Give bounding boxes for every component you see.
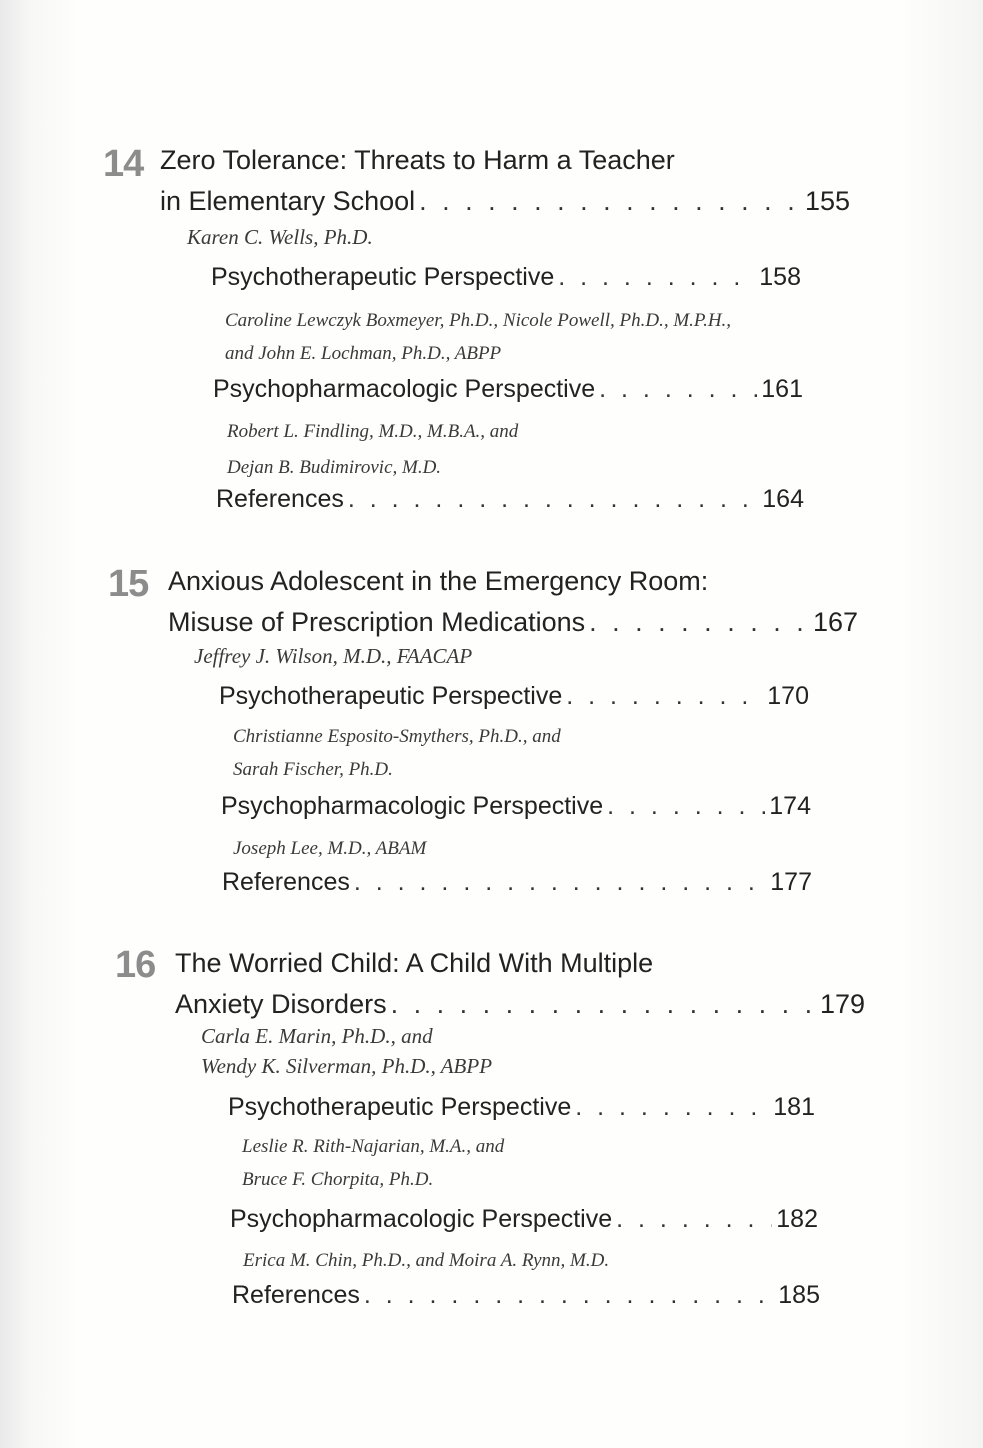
references-entry[interactable] — [232, 1281, 820, 1310]
entry-label: References — [216, 485, 344, 513]
author-line: Caroline Lewczyk Boxmeyer, Ph.D., Nicole Powell, Ph.D., M.P.H., — [225, 310, 732, 331]
leader-dots — [566, 682, 763, 711]
chapter-title[interactable] — [175, 943, 865, 1025]
references-entry[interactable] — [222, 868, 812, 897]
page-number: 158 — [759, 263, 801, 291]
author-line: Joseph Lee, M.D., ABAM — [233, 838, 427, 859]
entry-authors — [243, 1244, 609, 1277]
chapter-title-line2 — [160, 181, 850, 222]
author-line: Sarah Fischer, Ph.D. — [233, 759, 393, 780]
psychopharmacologic-entry[interactable] — [221, 792, 811, 821]
psychopharmacologic-entry[interactable] — [213, 375, 803, 404]
chapter-title-line2-text: Misuse of Prescription Medications — [168, 607, 586, 637]
entry-label: Psychopharmacologic Perspective — [213, 375, 596, 403]
chapter-number: 14 — [103, 143, 144, 185]
leader-dots — [599, 375, 757, 404]
entry-label: Psychopharmacologic Perspective — [230, 1205, 613, 1233]
page-number: 177 — [770, 868, 812, 896]
page-number: 170 — [767, 682, 809, 710]
page-number: 164 — [762, 485, 804, 513]
page-number: 182 — [776, 1205, 818, 1233]
entry-label: Psychotherapeutic Perspective — [211, 263, 555, 291]
page-number: 181 — [773, 1093, 815, 1121]
leader-dots — [589, 602, 809, 643]
leader-dots — [348, 485, 758, 514]
chapter-number: 15 — [108, 563, 149, 605]
chapter-number: 16 — [115, 944, 156, 986]
author-line: and John E. Lochman, Ph.D., ABPP — [225, 343, 502, 364]
page-number: 155 — [804, 186, 850, 216]
author-line: Carla E. Marin, Ph.D., and — [201, 1024, 433, 1048]
page-number: 179 — [819, 989, 865, 1019]
leader-dots — [575, 1093, 769, 1122]
psychotherapeutic-entry[interactable] — [211, 263, 801, 292]
entry-authors — [225, 304, 731, 370]
leader-dots — [354, 868, 766, 897]
chapter-author — [187, 222, 373, 252]
chapter-title[interactable] — [160, 140, 850, 222]
entry-label: References — [222, 868, 350, 896]
author-line: Christianne Esposito-Smythers, Ph.D., and — [233, 726, 561, 747]
psychopharmacologic-entry[interactable] — [230, 1205, 818, 1234]
chapter-title[interactable] — [168, 561, 858, 643]
author-line: Karen C. Wells, Ph.D. — [187, 225, 373, 249]
entry-authors — [242, 1130, 504, 1196]
references-entry[interactable] — [216, 485, 804, 514]
chapter-title-line1: The Worried Child: A Child With Multiple — [175, 948, 654, 978]
entry-authors — [233, 720, 561, 786]
leader-dots — [364, 1281, 774, 1310]
page-number: 161 — [761, 375, 803, 403]
entry-authors — [233, 832, 426, 865]
chapter-title-line2-text: Anxiety Disorders — [175, 989, 387, 1019]
author-line: Bruce F. Chorpita, Ph.D. — [242, 1169, 434, 1190]
leader-dots — [616, 1205, 772, 1234]
author-line: Robert L. Findling, M.D., M.B.A., and — [227, 421, 519, 442]
leader-dots — [607, 792, 765, 821]
chapter-author — [201, 1021, 492, 1081]
author-line: Jeffrey J. Wilson, M.D., FAACAP — [194, 644, 473, 668]
entry-authors — [227, 414, 518, 486]
chapter-title-line1: Anxious Adolescent in the Emergency Room: — [168, 566, 709, 596]
entry-label: References — [232, 1281, 360, 1309]
chapter-author — [194, 641, 472, 671]
psychotherapeutic-entry[interactable] — [228, 1093, 815, 1122]
leader-dots — [419, 181, 801, 222]
author-line: Wendy K. Silverman, Ph.D., ABPP — [201, 1054, 493, 1078]
leader-dots — [558, 263, 755, 292]
chapter-title-line1: Zero Tolerance: Threats to Harm a Teacher — [160, 145, 675, 175]
psychotherapeutic-entry[interactable] — [219, 682, 809, 711]
page-number: 185 — [778, 1281, 820, 1309]
chapter-title-line2 — [175, 984, 865, 1025]
page-number: 174 — [769, 792, 811, 820]
chapter-title-line2 — [168, 602, 858, 643]
page-number: 167 — [812, 607, 858, 637]
author-line: Erica M. Chin, Ph.D., and Moira A. Rynn, M.D. — [243, 1250, 610, 1271]
entry-label: Psychopharmacologic Perspective — [221, 792, 604, 820]
entry-label: Psychotherapeutic Perspective — [228, 1093, 572, 1121]
author-line: Dejan B. Budimirovic, M.D. — [227, 457, 442, 478]
author-line: Leslie R. Rith-Najarian, M.A., and — [242, 1136, 505, 1157]
leader-dots — [391, 984, 816, 1025]
entry-label: Psychotherapeutic Perspective — [219, 682, 563, 710]
chapter-title-line2-text: in Elementary School — [160, 186, 416, 216]
